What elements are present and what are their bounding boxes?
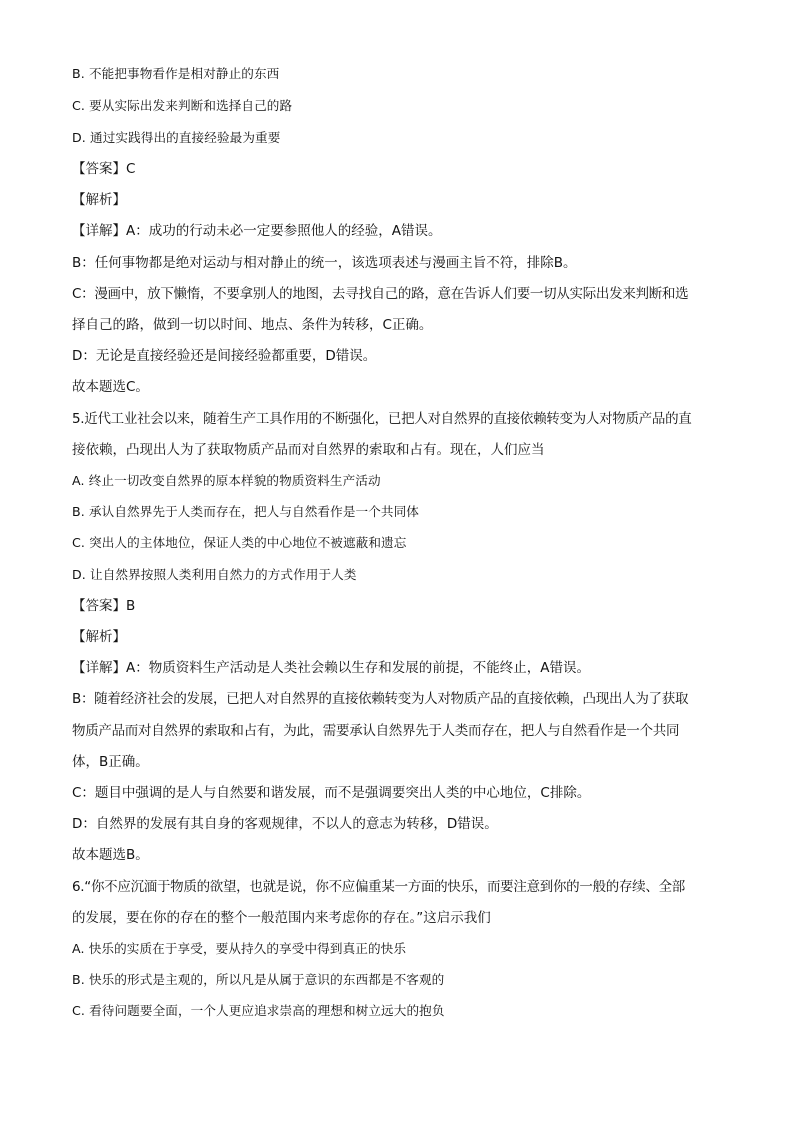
- question-6-stem: 的发展，要在你的存在的整个一般范围内来考虑你的存在。”这启示我们: [72, 910, 491, 926]
- option-d-line: D. 通过实践得出的直接经验最为重要: [72, 130, 281, 145]
- option-a-line: A. 快乐的实质在于享受，要从持久的享受中得到真正的快乐: [72, 941, 407, 956]
- explanation-line: C：题目中强调的是人与自然要和谐发展，而不是强调要突出人类的中心地位，C排除。: [72, 785, 591, 801]
- question-5-stem: 接依赖，凸现出人为了获取物质产品而对自然界的索取和占有。现在，人们应当: [72, 442, 545, 458]
- option-b-line: B. 快乐的形式是主观的，所以凡是从属于意识的东西都是不客观的: [72, 972, 445, 987]
- explanation-line: 【详解】A：成功的行动未必一定要参照他人的经验，A错误。: [72, 223, 442, 239]
- explanation-line: D：无论是直接经验还是间接经验都重要，D错误。: [72, 348, 377, 364]
- conclusion-line: 故本题选B。: [72, 847, 149, 863]
- option-d-line: D. 让自然界按照人类利用自然力的方式作用于人类: [72, 567, 357, 582]
- explanation-line: 体，B正确。: [72, 754, 149, 770]
- explanation-line: 物质产品而对自然界的索取和占有，为此，需要承认自然界先于人类而存在，把人与自然看作是一个共同: [72, 723, 680, 739]
- explanation-line: B：随着经济社会的发展，已把人对自然界的直接依赖转变为人对物质产品的直接依赖，凸现出人为了获取: [72, 691, 689, 707]
- option-b-line: B. 不能把事物看作是相对静止的东西: [72, 66, 280, 81]
- option-c-line: C. 突出人的主体地位，保证人类的中心地位不被遮蔽和遗忘: [72, 535, 407, 550]
- question-6-stem: 6.“你不应沉湎于物质的欲望，也就是说，你不应偏重某一方面的快乐，而要注意到你的一般的存续、全部: [72, 879, 685, 895]
- answer-label: 【答案】B: [72, 598, 136, 614]
- explanation-line: C：漫画中，放下懒惰，不要拿别人的地图，去寻找自己的路，意在告诉人们要一切从实际出发来判断和选: [72, 286, 689, 302]
- option-b-line: B. 承认自然界先于人类而存在，把人与自然看作是一个共同体: [72, 504, 419, 519]
- option-c-line: C. 看待问题要全面，一个人更应追求崇高的理想和树立远大的抱负: [72, 1003, 445, 1018]
- explanation-line: B：任何事物都是绝对运动与相对静止的统一，该选项表述与漫画主旨不符，排除B。: [72, 255, 577, 271]
- option-a-line: A. 终止一切改变自然界的原本样貌的物质资料生产活动: [72, 473, 381, 488]
- analysis-label: 【解析】: [72, 192, 126, 208]
- explanation-line: D：自然界的发展有其自身的客观规律，不以人的意志为转移，D错误。: [72, 816, 498, 832]
- answer-label: 【答案】C: [72, 161, 136, 177]
- option-c-line: C. 要从实际出发来判断和选择自己的路: [72, 98, 293, 113]
- explanation-line: 择自己的路，做到一切以时间、地点、条件为转移，C正确。: [72, 317, 433, 333]
- question-5-stem: 5.近代工业社会以来，随着生产工具作用的不断强化，已把人对自然界的直接依赖转变为人对物质产品的直: [72, 411, 692, 427]
- analysis-label: 【解析】: [72, 629, 126, 645]
- conclusion-line: 故本题选C。: [72, 379, 149, 395]
- explanation-line: 【详解】A：物质资料生产活动是人类社会赖以生存和发展的前提，不能终止，A错误。: [72, 660, 590, 676]
